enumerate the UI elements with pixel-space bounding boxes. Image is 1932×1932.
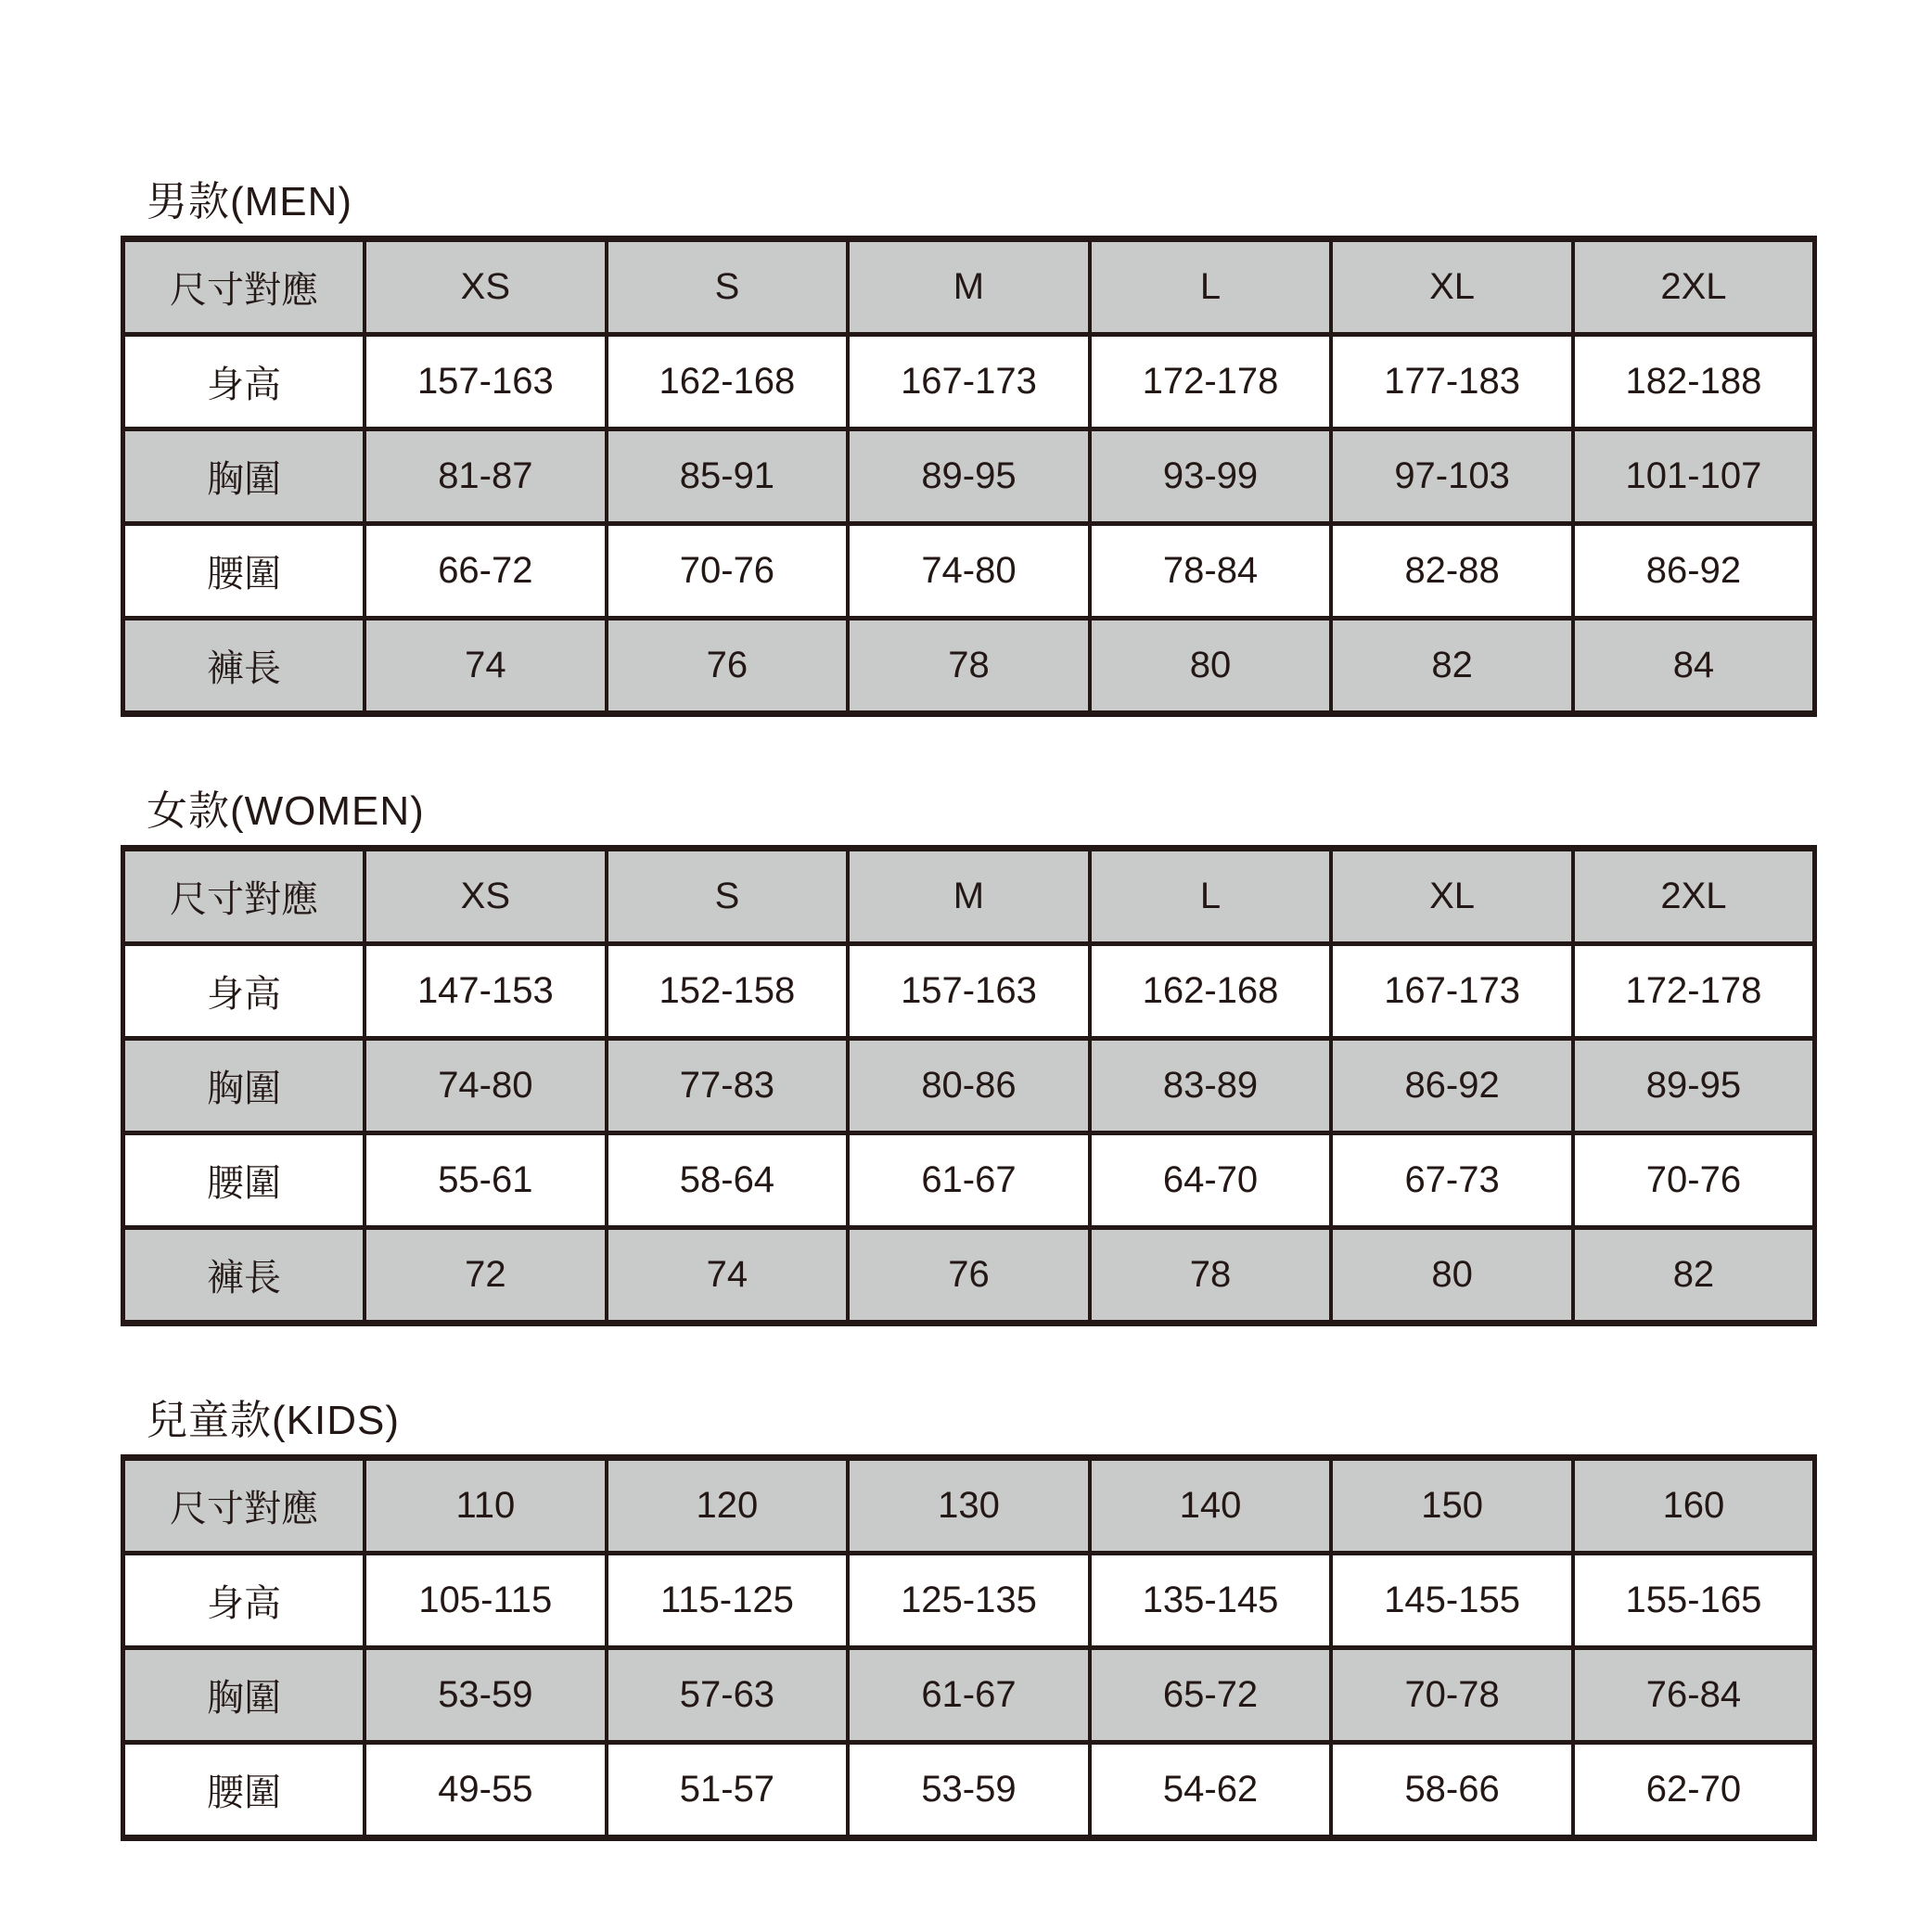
- table-row: [123, 1554, 1815, 1648]
- value-cell: 157-163: [365, 335, 607, 429]
- value-cell: 82: [1573, 1228, 1815, 1324]
- table-row: [123, 1743, 1815, 1838]
- value-cell: 81-87: [365, 429, 607, 524]
- value-cell: 182-188: [1573, 335, 1815, 429]
- size-header-cell: 2XL: [1573, 849, 1815, 944]
- value-cell: 76-84: [1573, 1648, 1815, 1743]
- value-cell: 152-158: [607, 944, 849, 1039]
- section-title-kids: 兒童款(KIDS): [147, 1398, 400, 1443]
- value-cell: 70-76: [607, 524, 849, 619]
- row-label-cell: 腰圍: [123, 1743, 365, 1838]
- value-cell: 55-61: [365, 1133, 607, 1228]
- row-label-cell: 胸圍: [123, 429, 365, 524]
- value-cell: 64-70: [1090, 1133, 1332, 1228]
- table-row: [123, 1039, 1815, 1133]
- value-cell: 80: [1331, 1228, 1573, 1324]
- value-cell: 97-103: [1331, 429, 1573, 524]
- size-header-cell: XL: [1331, 239, 1573, 335]
- value-cell: 162-168: [607, 335, 849, 429]
- size-header-cell: M: [848, 239, 1090, 335]
- value-cell: 74-80: [365, 1039, 607, 1133]
- value-cell: 67-73: [1331, 1133, 1573, 1228]
- section-title-women: 女款(WOMEN): [147, 788, 425, 834]
- value-cell: 65-72: [1090, 1648, 1332, 1743]
- value-cell: 66-72: [365, 524, 607, 619]
- size-header-cell: 110: [365, 1458, 607, 1554]
- value-cell: 172-178: [1573, 944, 1815, 1039]
- value-cell: 51-57: [607, 1743, 849, 1838]
- size-header-cell: S: [607, 849, 849, 944]
- value-cell: 89-95: [1573, 1039, 1815, 1133]
- size-table-women: [121, 845, 1817, 1326]
- size-header-cell: L: [1090, 239, 1332, 335]
- value-cell: 74: [607, 1228, 849, 1324]
- value-cell: 76: [848, 1228, 1090, 1324]
- size-header-cell: XL: [1331, 849, 1573, 944]
- section-men: [121, 179, 1817, 717]
- value-cell: 101-107: [1573, 429, 1815, 524]
- corner-header-cell: 尺寸對應: [123, 239, 365, 335]
- table-row: [123, 1648, 1815, 1743]
- value-cell: 83-89: [1090, 1039, 1332, 1133]
- value-cell: 72: [365, 1228, 607, 1324]
- value-cell: 89-95: [848, 429, 1090, 524]
- row-label-cell: 褲長: [123, 1228, 365, 1324]
- value-cell: 74-80: [848, 524, 1090, 619]
- value-cell: 84: [1573, 619, 1815, 714]
- header-row: [123, 239, 1815, 335]
- size-header-cell: S: [607, 239, 849, 335]
- value-cell: 172-178: [1090, 335, 1332, 429]
- table-row: [123, 1228, 1815, 1324]
- value-cell: 78: [848, 619, 1090, 714]
- value-cell: 78: [1090, 1228, 1332, 1324]
- value-cell: 85-91: [607, 429, 849, 524]
- value-cell: 57-63: [607, 1648, 849, 1743]
- value-cell: 61-67: [848, 1648, 1090, 1743]
- size-header-cell: 160: [1573, 1458, 1815, 1554]
- value-cell: 105-115: [365, 1554, 607, 1648]
- value-cell: 86-92: [1331, 1039, 1573, 1133]
- section-title-men: 男款(MEN): [147, 179, 353, 224]
- corner-header-cell: 尺寸對應: [123, 1458, 365, 1554]
- row-label-cell: 胸圍: [123, 1648, 365, 1743]
- value-cell: 125-135: [848, 1554, 1090, 1648]
- value-cell: 70-76: [1573, 1133, 1815, 1228]
- value-cell: 155-165: [1573, 1554, 1815, 1648]
- header-row: [123, 1458, 1815, 1554]
- value-cell: 135-145: [1090, 1554, 1332, 1648]
- section-kids: [121, 1398, 1817, 1841]
- value-cell: 70-78: [1331, 1648, 1573, 1743]
- value-cell: 77-83: [607, 1039, 849, 1133]
- value-cell: 167-173: [848, 335, 1090, 429]
- value-cell: 74: [365, 619, 607, 714]
- value-cell: 80: [1090, 619, 1332, 714]
- size-header-cell: L: [1090, 849, 1332, 944]
- size-header-cell: 130: [848, 1458, 1090, 1554]
- table-row: [123, 524, 1815, 619]
- row-label-cell: 身高: [123, 1554, 365, 1648]
- value-cell: 58-66: [1331, 1743, 1573, 1838]
- value-cell: 145-155: [1331, 1554, 1573, 1648]
- size-header-cell: XS: [365, 239, 607, 335]
- value-cell: 82: [1331, 619, 1573, 714]
- value-cell: 167-173: [1331, 944, 1573, 1039]
- size-header-cell: 120: [607, 1458, 849, 1554]
- row-label-cell: 腰圍: [123, 524, 365, 619]
- value-cell: 177-183: [1331, 335, 1573, 429]
- size-header-cell: 140: [1090, 1458, 1332, 1554]
- value-cell: 58-64: [607, 1133, 849, 1228]
- table-row: [123, 335, 1815, 429]
- size-table-kids: [121, 1454, 1817, 1841]
- value-cell: 93-99: [1090, 429, 1332, 524]
- table-row: [123, 1133, 1815, 1228]
- size-header-cell: M: [848, 849, 1090, 944]
- size-header-cell: 150: [1331, 1458, 1573, 1554]
- row-label-cell: 褲長: [123, 619, 365, 714]
- row-label-cell: 身高: [123, 944, 365, 1039]
- value-cell: 53-59: [365, 1648, 607, 1743]
- row-label-cell: 身高: [123, 335, 365, 429]
- value-cell: 162-168: [1090, 944, 1332, 1039]
- value-cell: 76: [607, 619, 849, 714]
- value-cell: 53-59: [848, 1743, 1090, 1838]
- table-row: [123, 619, 1815, 714]
- header-row: [123, 849, 1815, 944]
- row-label-cell: 腰圍: [123, 1133, 365, 1228]
- size-table-men: [121, 236, 1817, 717]
- size-header-cell: 2XL: [1573, 239, 1815, 335]
- value-cell: 61-67: [848, 1133, 1090, 1228]
- table-row: [123, 429, 1815, 524]
- value-cell: 80-86: [848, 1039, 1090, 1133]
- value-cell: 49-55: [365, 1743, 607, 1838]
- value-cell: 82-88: [1331, 524, 1573, 619]
- row-label-cell: 胸圍: [123, 1039, 365, 1133]
- size-header-cell: XS: [365, 849, 607, 944]
- value-cell: 147-153: [365, 944, 607, 1039]
- value-cell: 78-84: [1090, 524, 1332, 619]
- table-row: [123, 944, 1815, 1039]
- corner-header-cell: 尺寸對應: [123, 849, 365, 944]
- value-cell: 54-62: [1090, 1743, 1332, 1838]
- section-women: [121, 788, 1817, 1326]
- value-cell: 115-125: [607, 1554, 849, 1648]
- value-cell: 62-70: [1573, 1743, 1815, 1838]
- value-cell: 86-92: [1573, 524, 1815, 619]
- value-cell: 157-163: [848, 944, 1090, 1039]
